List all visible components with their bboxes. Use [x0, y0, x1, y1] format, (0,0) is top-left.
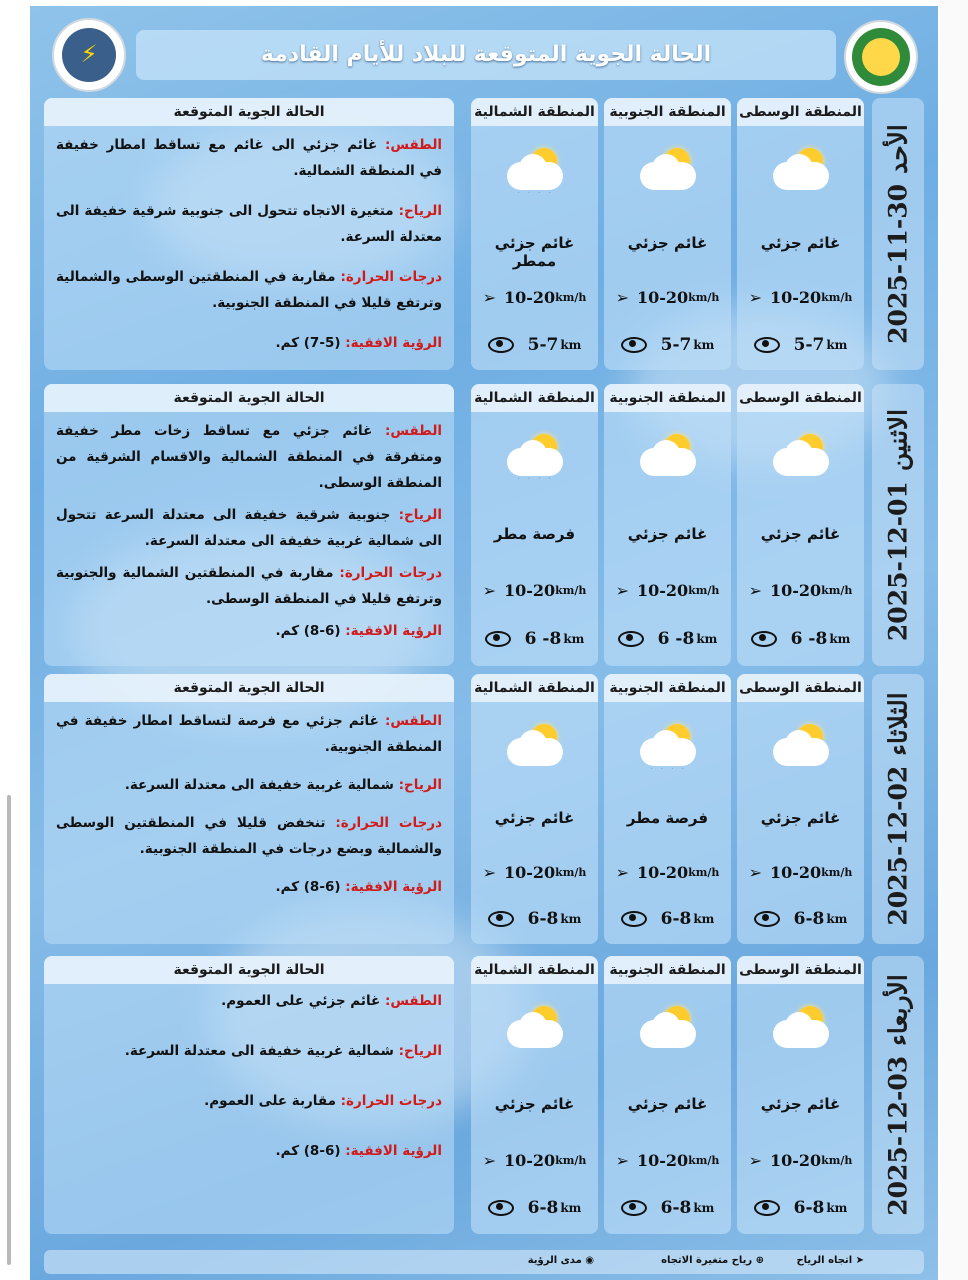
eye-icon — [621, 337, 647, 353]
wind-unit: km/h — [688, 584, 720, 597]
visibility-unit: km — [826, 338, 848, 352]
region-card — [471, 956, 598, 1234]
page-title: الحالة الجوية المتوقعة للبلاد للأيام القادمة — [136, 30, 836, 80]
weather-label: الطقس: — [384, 423, 443, 439]
wind-speed — [604, 863, 731, 882]
condition-text: غائم جزئي ممطر — [494, 234, 575, 270]
wind-arrow-icon: ➢ — [748, 1151, 762, 1170]
wind-arrow-icon: ➤ — [852, 1255, 864, 1266]
wind-value: 10-20 — [636, 288, 689, 307]
visibility-paragraph — [56, 618, 442, 644]
rain-chance-icon: · · · · — [640, 724, 700, 770]
visibility-value: 6-8 — [660, 909, 692, 929]
wind-label: الرياح: — [398, 1043, 442, 1059]
wind-value: 10-20 — [636, 863, 689, 882]
date-value: 2025-12-01 — [883, 481, 913, 642]
temperature-label: درجات الحرارة: — [339, 565, 442, 581]
wind-speed — [737, 863, 864, 882]
condition-text: غائم جزئي — [760, 234, 841, 252]
forecast-description-card — [44, 674, 454, 944]
partly-cloudy-icon — [507, 724, 567, 770]
legend-bar — [44, 1250, 924, 1274]
wind-unit: km/h — [688, 291, 720, 304]
wind-speed — [737, 288, 864, 307]
wind-unit: km/h — [821, 584, 853, 597]
visibility — [737, 335, 864, 355]
visibility-value: 6-8 — [660, 1198, 692, 1218]
visibility — [471, 335, 598, 355]
weather-text: غائم جزئي الى غائم مع تساقط امطار خفيفة في المنطقة الشمالية. — [56, 137, 442, 179]
wind-speed — [471, 288, 598, 307]
visibility-value: 6 -8 — [524, 629, 562, 649]
wind-unit: km/h — [555, 584, 587, 597]
eye-icon — [751, 631, 777, 647]
region-card — [737, 674, 864, 944]
visibility-text: (6-8) كم. — [275, 879, 341, 895]
forecast-day-row — [44, 98, 924, 370]
forecasting-center-logo — [52, 18, 126, 92]
weather-label: الطقس: — [384, 993, 442, 1009]
wind-text: شمالية غربية خفيفة الى معتدلة السرعة. — [124, 777, 394, 793]
visibility-unit: km — [826, 912, 848, 926]
wind-arrow-icon: ➢ — [615, 581, 629, 600]
eye-icon — [621, 1200, 647, 1216]
wind-speed — [471, 581, 598, 600]
visibility-unit: km — [560, 1201, 582, 1215]
region-name: المنطقة الوسطى — [737, 956, 864, 984]
forecast-poster — [30, 6, 938, 1280]
condition-text: غائم جزئي — [627, 1095, 708, 1113]
condition-text: فرصة مطر — [626, 809, 709, 827]
region-card — [471, 384, 598, 666]
date-label — [884, 124, 913, 344]
visibility — [737, 629, 864, 649]
region-name: المنطقة الجنوبية — [604, 674, 731, 702]
date-tab — [872, 98, 924, 370]
wind-text: شمالية غربية خفيفة الى معتدلة السرعة. — [124, 1043, 394, 1059]
partly-cloudy-icon — [773, 434, 833, 480]
region-card — [737, 956, 864, 1234]
wind-unit: km/h — [555, 866, 587, 879]
partly-cloudy-rain-icon: · · · · — [507, 148, 567, 194]
screen-margin — [940, 0, 968, 1280]
weather-paragraph — [56, 990, 442, 1012]
wind-arrow-icon: ➢ — [615, 1151, 629, 1170]
date-value: 2025-12-02 — [883, 765, 913, 926]
forecast-description-card — [44, 956, 454, 1234]
legend-variable-wind: ⊕ رياح متغيرة الاتجاه — [661, 1255, 764, 1266]
condition-text: غائم جزئي — [760, 1095, 841, 1113]
wind-value: 10-20 — [503, 581, 556, 600]
temperature-paragraph — [56, 560, 442, 612]
wind-arrow-icon: ➢ — [748, 863, 762, 882]
weather-paragraph — [56, 132, 442, 184]
weather-text: غائم جزئي مع تساقط زخات مطر خفيفة ومتفرقة في المنطقة الشمالية والاقسام الشرقية من المنطقة الوسطى. — [56, 423, 442, 491]
wind-paragraph — [56, 772, 442, 798]
visibility — [604, 335, 731, 355]
description-body — [44, 126, 454, 356]
visibility — [471, 629, 598, 649]
wind-speed — [604, 288, 731, 307]
temperature-text: مقاربة في المنطقتين الشمالية والجنوبية وترتفع قليلا في المنطقة الوسطى. — [56, 565, 442, 607]
visibility — [604, 909, 731, 929]
eye-icon — [754, 337, 780, 353]
lightning-icon: ⚡ — [80, 40, 98, 68]
visibility-value: 6-8 — [793, 909, 825, 929]
description-body — [44, 702, 454, 900]
visibility-value: 6-8 — [527, 909, 559, 929]
rain-chance-icon: · · · · — [507, 434, 567, 480]
condition-text: غائم جزئي — [760, 525, 841, 543]
wind-label: الرياح: — [398, 203, 442, 219]
temperature-text: مقاربة في المنطقتين الوسطى والشمالية وترتفع قليلا في المنطقة الجنوبية. — [56, 269, 442, 311]
visibility-text: (6-8) كم. — [275, 1143, 341, 1159]
region-name: المنطقة الوسطى — [737, 384, 864, 412]
wind-unit: km/h — [821, 866, 853, 879]
description-heading: الحالة الجوية المتوقعة — [44, 98, 454, 126]
visibility-paragraph — [56, 1140, 442, 1162]
visibility-unit: km — [560, 912, 582, 926]
temperature-label: درجات الحرارة: — [340, 269, 442, 285]
partly-cloudy-icon — [773, 1006, 833, 1052]
condition-text: غائم جزئي — [760, 809, 841, 827]
meteorology-authority-logo — [844, 20, 918, 94]
condition-text: فرصة مطر — [493, 525, 576, 543]
region-name: المنطقة الجنوبية — [604, 956, 731, 984]
weather-text: غائم جزئي على العموم. — [221, 993, 381, 1009]
forecast-day-row — [44, 674, 924, 944]
visibility-text: (5-7) كم. — [275, 335, 341, 351]
wind-paragraph — [56, 198, 442, 250]
date-tab — [872, 956, 924, 1234]
temperature-paragraph — [56, 810, 442, 862]
region-name: المنطقة الجنوبية — [604, 98, 731, 126]
description-body — [44, 984, 454, 1162]
weekday-label: الثلاثاء — [883, 692, 913, 756]
description-body — [44, 412, 454, 644]
wind-arrow-icon: ➢ — [748, 288, 762, 307]
wind-arrow-icon: ➢ — [748, 581, 762, 600]
wind-speed — [604, 1151, 731, 1170]
visibility-label: الرؤية الافقية: — [345, 623, 442, 639]
wind-value: 10-20 — [503, 288, 556, 307]
region-card — [604, 956, 731, 1234]
condition-text: غائم جزئي — [627, 525, 708, 543]
description-heading: الحالة الجوية المتوقعة — [44, 674, 454, 702]
wind-speed — [604, 581, 731, 600]
forecast-description-card — [44, 98, 454, 370]
wind-value: 10-20 — [636, 1151, 689, 1170]
date-label — [884, 692, 913, 925]
wind-unit: km/h — [821, 291, 853, 304]
forecast-description-card — [44, 384, 454, 666]
region-card — [471, 674, 598, 944]
date-tab — [872, 384, 924, 666]
region-card — [604, 384, 731, 666]
condition-text: غائم جزئي — [494, 809, 575, 827]
wind-unit: km/h — [555, 291, 587, 304]
weekday-label: الاثنين — [883, 408, 913, 472]
date-value: 2025-12-03 — [883, 1055, 913, 1216]
region-card — [737, 98, 864, 370]
date-label — [884, 974, 913, 1216]
visibility-unit: km — [826, 1201, 848, 1215]
wind-arrow-icon: ➢ — [482, 581, 496, 600]
region-card — [604, 98, 731, 370]
temperature-label: درجات الحرارة: — [335, 815, 443, 831]
wind-arrow-icon: ➢ — [615, 288, 629, 307]
wind-paragraph — [56, 1040, 442, 1062]
eye-icon — [621, 911, 647, 927]
legend-wind-direction: ➤ اتجاه الرياح — [796, 1255, 864, 1266]
temperature-paragraph — [56, 264, 442, 316]
wind-speed — [737, 1151, 864, 1170]
visibility-value: 5-7 — [527, 335, 559, 355]
wind-arrow-icon: ➢ — [615, 863, 629, 882]
legend-visibility: ◉ مدى الرؤية — [527, 1255, 594, 1266]
temperature-paragraph — [56, 1090, 442, 1112]
visibility-label: الرؤية الافقية: — [345, 335, 442, 351]
wind-value: 10-20 — [503, 1151, 556, 1170]
eye-icon — [754, 911, 780, 927]
scrollbar[interactable] — [7, 795, 11, 1265]
temperature-label: درجات الحرارة: — [340, 1093, 442, 1109]
wind-value: 10-20 — [503, 863, 556, 882]
eye-icon — [488, 1200, 514, 1216]
wind-arrow-icon: ➢ — [482, 863, 496, 882]
region-card — [737, 384, 864, 666]
visibility-value: 5-7 — [793, 335, 825, 355]
wind-speed — [471, 1151, 598, 1170]
wind-arrow-icon: ➢ — [482, 288, 496, 307]
forecast-day-row — [44, 384, 924, 666]
eye-icon — [618, 631, 644, 647]
visibility-value: 6 -8 — [790, 629, 828, 649]
variable-wind-icon: ⊕ — [752, 1255, 764, 1266]
weather-paragraph — [56, 418, 442, 496]
visibility-unit: km — [693, 912, 715, 926]
wind-unit: km/h — [688, 866, 720, 879]
eye-icon: ◉ — [581, 1255, 594, 1266]
weekday-label: الأربعاء — [883, 974, 913, 1046]
visibility-label: الرؤية الافقية: — [345, 879, 442, 895]
wind-unit: km/h — [688, 1154, 720, 1167]
wind-unit: km/h — [821, 1154, 853, 1167]
temperature-text: مقاربة على العموم. — [204, 1093, 336, 1109]
visibility-unit: km — [696, 632, 718, 646]
description-heading: الحالة الجوية المتوقعة — [44, 384, 454, 412]
region-card — [604, 674, 731, 944]
visibility-paragraph — [56, 874, 442, 900]
region-name: المنطقة الشمالية — [471, 674, 598, 702]
eye-icon — [488, 911, 514, 927]
visibility-text: (6-8) كم. — [275, 623, 341, 639]
region-name: المنطقة الجنوبية — [604, 384, 731, 412]
date-value: 2025-11-30 — [883, 183, 913, 344]
eye-icon — [485, 631, 511, 647]
visibility-value: 6-8 — [527, 1198, 559, 1218]
wind-speed — [471, 863, 598, 882]
partly-cloudy-icon — [507, 1006, 567, 1052]
date-tab — [872, 674, 924, 944]
wind-label: الرياح: — [398, 777, 442, 793]
partly-cloudy-icon — [640, 148, 700, 194]
wind-value: 10-20 — [636, 581, 689, 600]
wind-value: 10-20 — [769, 1151, 822, 1170]
wind-speed — [737, 581, 864, 600]
partly-cloudy-icon — [773, 148, 833, 194]
forecast-day-row — [44, 956, 924, 1234]
visibility — [737, 909, 864, 929]
region-name: المنطقة الوسطى — [737, 674, 864, 702]
visibility-value: 6-8 — [793, 1198, 825, 1218]
wind-text: جنوبية شرقية خفيفة الى معتدلة السرعة تتحول الى شمالية غربية خفيفة الى معتدلة السرعة. — [56, 507, 442, 549]
weather-text: غائم جزئي مع فرصة لتساقط امطار خفيفة في المنطقة الجنوبية. — [56, 713, 442, 755]
region-name: المنطقة الشمالية — [471, 384, 598, 412]
eye-icon — [488, 337, 514, 353]
visibility — [471, 1198, 598, 1218]
weather-label: الطقس: — [384, 713, 442, 729]
visibility-value: 5-7 — [660, 335, 692, 355]
wind-value: 10-20 — [769, 863, 822, 882]
visibility-unit: km — [563, 632, 585, 646]
wind-unit: km/h — [555, 1154, 587, 1167]
visibility-unit: km — [560, 338, 582, 352]
visibility — [604, 1198, 731, 1218]
wind-value: 10-20 — [769, 581, 822, 600]
condition-text: غائم جزئي — [494, 1095, 575, 1113]
wind-paragraph — [56, 502, 442, 554]
partly-cloudy-icon — [640, 434, 700, 480]
region-name: المنطقة الشمالية — [471, 956, 598, 984]
wind-label: الرياح: — [398, 507, 443, 523]
visibility — [737, 1198, 864, 1218]
weekday-label: الأحد — [883, 124, 913, 174]
eye-icon — [754, 1200, 780, 1216]
condition-text: غائم جزئي — [627, 234, 708, 252]
wind-arrow-icon: ➢ — [482, 1151, 496, 1170]
partly-cloudy-icon — [640, 1006, 700, 1052]
region-name: المنطقة الشمالية — [471, 98, 598, 126]
weather-paragraph — [56, 708, 442, 760]
region-card — [471, 98, 598, 370]
visibility-label: الرؤية الافقية: — [345, 1143, 442, 1159]
visibility — [471, 909, 598, 929]
visibility-paragraph — [56, 330, 442, 356]
weather-label: الطقس: — [384, 137, 443, 153]
description-heading: الحالة الجوية المتوقعة — [44, 956, 454, 984]
visibility-unit: km — [693, 338, 715, 352]
visibility-unit: km — [829, 632, 851, 646]
region-name: المنطقة الوسطى — [737, 98, 864, 126]
wind-value: 10-20 — [769, 288, 822, 307]
date-label — [884, 409, 913, 641]
temperature-text: تنخفض قليلا في المنطقتين الوسطى والشمالية وبضع درجات في المنطقة الجنوبية. — [56, 815, 442, 857]
visibility — [604, 629, 731, 649]
visibility-value: 6 -8 — [657, 629, 695, 649]
partly-cloudy-icon — [773, 724, 833, 770]
wind-text: متغيرة الاتجاه تتحول الى جنوبية شرقية خفيفة الى معتدلة السرعة. — [56, 203, 442, 245]
visibility-unit: km — [693, 1201, 715, 1215]
